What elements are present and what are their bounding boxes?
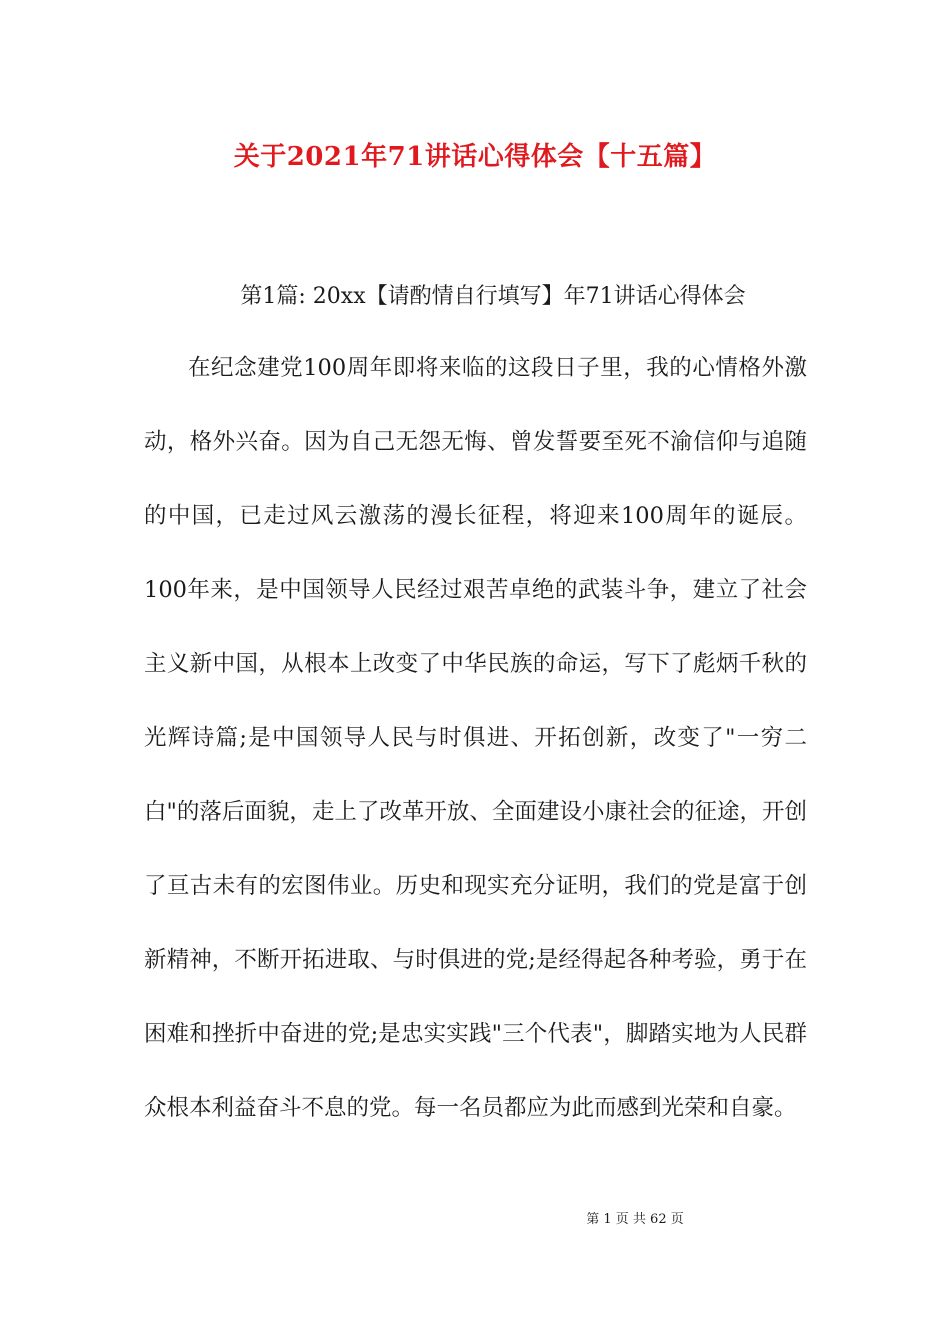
paragraph-line: 众根本利益奋斗不息的党。每一名员都应为此而感到光荣和自豪。 bbox=[144, 1095, 797, 1121]
paragraph-line: 新精神，不断开拓进取、与时俱进的党;是经得起各种考验，勇于在 bbox=[144, 947, 807, 973]
paragraph-line: 的中国，已走过风云激荡的漫长征程，将迎来100周年的诞辰。 bbox=[144, 503, 807, 529]
paragraph-line: 主义新中国，从根本上改变了中华民族的命运，写下了彪炳千秋的 bbox=[144, 651, 807, 677]
section-heading: 第1篇: 20xx【请酌情自行填写】年71讲话心得体会 bbox=[240, 284, 746, 309]
paragraph-line: 了亘古未有的宏图伟业。历史和现实充分证明，我们的党是富于创 bbox=[144, 873, 807, 899]
paragraph-line: 动，格外兴奋。因为自己无怨无悔、曾发誓要至死不渝信仰与追随 bbox=[144, 429, 807, 455]
paragraph-line: 100年来，是中国领导人民经过艰苦卓绝的武装斗争，建立了社会 bbox=[144, 577, 807, 603]
document-title: 关于2021年71讲话心得体会【十五篇】 bbox=[233, 142, 717, 172]
paragraph-line: 白"的落后面貌，走上了改革开放、全面建设小康社会的征途，开创 bbox=[144, 799, 807, 825]
paragraph-line: 光辉诗篇;是中国领导人民与时俱进、开拓创新，改变了"一穷二 bbox=[144, 725, 807, 751]
paragraph-line: 困难和挫折中奋进的党;是忠实实践"三个代表"，脚踏实地为人民群 bbox=[144, 1021, 807, 1047]
paragraph-line: 在纪念建党100周年即将来临的这段日子里，我的心情格外激 bbox=[188, 355, 807, 381]
page-footer: 第 1 页 共 62 页 bbox=[586, 1212, 684, 1227]
